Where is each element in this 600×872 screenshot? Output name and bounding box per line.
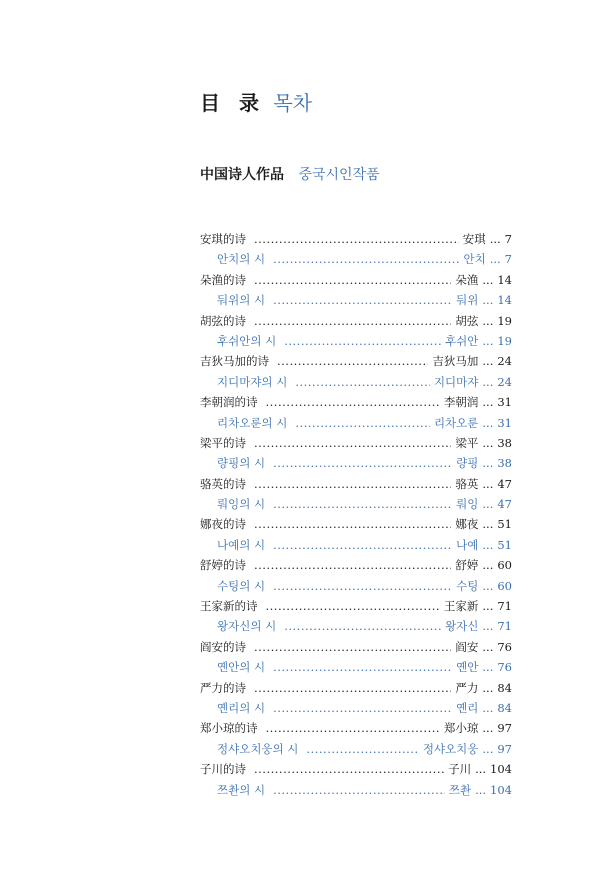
page-number: 97 [497,721,512,736]
page-number: 24 [497,354,512,369]
dot-leader [254,433,451,453]
entry-title: 정샤오치웅의 시 [217,741,299,756]
toc-entry-chinese[interactable] [200,514,512,534]
separator: ... [482,476,494,491]
entry-author: 나예 [456,537,479,552]
page-number: 104 [490,762,512,777]
toc-entry-chinese[interactable] [200,678,512,698]
dot-leader [273,657,452,677]
page-number: 47 [497,476,512,491]
separator: ... [482,558,494,573]
dot-leader [266,392,440,412]
toc-entry-chinese[interactable] [200,637,512,657]
section-heading-korean: 중국시인작품 [298,167,380,183]
entry-title: 娜夜的诗 [200,517,246,532]
entry-author: 수팅 [456,578,479,593]
separator: ... [475,762,487,777]
entry-author: 王家新 [443,599,479,614]
toc-entry-chinese[interactable] [200,433,512,453]
dot-leader [284,616,441,636]
entry-author: 梁平 [455,435,479,450]
entry-title: 뤄잉의 시 [217,497,266,512]
entry-author: 子川 [448,762,472,777]
separator: ... [482,272,494,287]
toc-entry-chinese[interactable] [200,351,512,371]
page-number: 76 [497,660,512,675]
entry-author: 吉狄马加 [432,354,479,369]
toc-entry-korean[interactable] [200,739,512,759]
separator: ... [482,497,494,512]
page-number: 24 [497,374,512,389]
separator: ... [482,313,494,328]
toc-entry-chinese[interactable] [200,392,512,412]
dot-leader [306,739,418,759]
separator: ... [482,537,494,552]
entry-author: 량핑 [456,456,479,471]
toc-entry-chinese[interactable] [200,555,512,575]
entry-author: 안치 [463,252,486,267]
dot-leader [284,331,441,351]
page-number: 19 [497,313,512,328]
dot-leader [254,474,451,494]
separator: ... [482,619,494,634]
page-number: 14 [497,293,512,308]
dot-leader [273,290,452,310]
toc-entry-chinese[interactable] [200,270,512,290]
dot-leader [254,514,451,534]
toc-entry-korean[interactable] [200,372,512,392]
entry-title: 李朝润的诗 [200,395,258,410]
entry-author: 지디마쟈 [433,374,479,389]
dot-leader [254,637,451,657]
separator: ... [482,700,494,715]
dot-leader [273,698,452,718]
separator: ... [482,639,494,654]
toc-entry-korean[interactable] [200,290,512,310]
toc-entry-korean[interactable] [200,494,512,514]
separator: ... [489,252,501,267]
separator: ... [482,741,494,756]
separator: ... [482,435,494,450]
entry-title: 阎安的诗 [200,639,246,654]
separator: ... [475,782,487,797]
dot-leader [273,453,452,473]
dot-leader [254,759,444,779]
separator: ... [482,599,494,614]
entry-title: 안치의 시 [217,252,266,267]
page-number: 14 [497,272,512,287]
separator: ... [482,395,494,410]
entry-title: 朵渔的诗 [200,272,246,287]
entry-author: 후쉬안 [445,333,479,348]
entry-author: 뤄잉 [456,497,479,512]
toc-entry-chinese[interactable] [200,718,512,738]
entry-title: 舒婷的诗 [200,558,246,573]
toc-entry-korean[interactable] [200,698,512,718]
separator: ... [482,293,494,308]
separator: ... [482,354,494,369]
dot-leader [266,596,440,616]
entry-author: 둬위 [456,293,479,308]
entry-author: 쯔촨 [448,782,472,797]
page-number: 71 [497,619,512,634]
entry-title: 安琪的诗 [200,232,246,246]
table-of-contents [200,229,512,800]
entry-title: 리차오룬의 시 [217,415,288,430]
entry-title: 왕자신의 시 [217,619,277,634]
toc-entry-chinese[interactable] [200,759,512,779]
page-number: 104 [490,782,512,797]
separator: ... [482,660,494,675]
entry-title: 후쉬안의 시 [217,333,277,348]
separator: ... [482,374,494,389]
entry-author: 옌리 [456,700,479,715]
entry-title: 지디마쟈의 시 [217,374,288,389]
dot-leader [254,311,451,331]
page-number: 71 [497,599,512,614]
page-number: 31 [497,395,512,410]
page-number: 97 [497,741,512,756]
entry-title: 胡弦的诗 [200,313,246,328]
entry-author: 李朝润 [443,395,479,410]
page-number: 76 [497,639,512,654]
entry-title: 骆英的诗 [200,476,246,491]
separator: ... [482,680,494,695]
dot-leader [273,780,445,800]
dot-leader [254,555,451,575]
entry-author: 朵渔 [455,272,479,287]
dot-leader [295,413,430,433]
entry-title: 严力的诗 [200,680,246,695]
entry-author: 郑小琼 [443,721,479,736]
page-title [200,91,312,115]
separator: ... [482,721,494,736]
dot-leader [254,229,459,249]
page-number: 84 [497,680,512,695]
dot-leader [295,372,430,392]
page-number: 38 [497,435,512,450]
toc-entry-korean[interactable] [200,331,512,351]
section-heading [200,166,380,184]
separator: ... [489,232,501,246]
section-heading-chinese: 中国诗人作品 [200,167,284,183]
dot-leader [273,249,459,269]
page-number: 7 [504,232,512,246]
entry-author: 정샤오치웅 [422,741,479,756]
entry-title: 옌리의 시 [217,700,266,715]
toc-entry-chinese[interactable] [200,311,512,331]
entry-title: 둬위의 시 [217,293,266,308]
page-number: 47 [497,497,512,512]
entry-title: 수팅의 시 [217,578,266,593]
dot-leader [277,351,428,371]
page-number: 84 [497,700,512,715]
entry-author: 옌안 [456,660,479,675]
entry-author: 安琪 [462,232,486,246]
dot-leader [273,494,452,514]
entry-title: 吉狄马加的诗 [200,354,269,369]
dot-leader [254,678,451,698]
page-number: 38 [497,456,512,471]
page-number: 51 [497,537,512,552]
title-korean: 목차 [273,91,312,115]
entry-author: 왕자신 [445,619,479,634]
separator: ... [482,517,494,532]
entry-title: 王家新的诗 [200,599,258,614]
separator: ... [482,333,494,348]
toc-entry-korean[interactable] [200,780,512,800]
toc-entry-korean[interactable] [200,616,512,636]
entry-title: 쯔촨의 시 [217,782,266,797]
entry-author: 严力 [455,680,479,695]
entry-title: 나예의 시 [217,537,266,552]
page-number: 31 [497,415,512,430]
toc-entry-chinese[interactable] [200,596,512,616]
entry-author: 리차오룬 [433,415,479,430]
toc-entry-korean[interactable] [200,413,512,433]
page-number: 19 [497,333,512,348]
entry-author: 娜夜 [455,517,479,532]
title-chinese: 目 录 [200,91,265,115]
entry-title: 郑小琼的诗 [200,721,258,736]
entry-title: 량핑의 시 [217,456,266,471]
page-number: 60 [497,558,512,573]
toc-entry-korean[interactable] [200,535,512,555]
page-number: 7 [504,252,512,267]
separator: ... [482,578,494,593]
entry-author: 舒婷 [455,558,479,573]
separator: ... [482,456,494,471]
dot-leader [273,576,452,596]
toc-entry-korean[interactable] [200,453,512,473]
page-number: 60 [497,578,512,593]
dot-leader [254,270,451,290]
toc-entry-korean[interactable] [200,657,512,677]
entry-author: 胡弦 [455,313,479,328]
toc-entry-chinese[interactable] [200,229,512,249]
toc-entry-korean[interactable] [200,249,512,269]
entry-title: 梁平的诗 [200,435,246,450]
toc-entry-korean[interactable] [200,576,512,596]
entry-author: 阎安 [455,639,479,654]
page-number: 51 [497,517,512,532]
dot-leader [273,535,452,555]
entry-title: 옌안의 시 [217,660,266,675]
entry-title: 子川的诗 [200,762,246,777]
toc-entry-chinese[interactable] [200,474,512,494]
separator: ... [482,415,494,430]
dot-leader [266,718,440,738]
entry-author: 骆英 [455,476,479,491]
